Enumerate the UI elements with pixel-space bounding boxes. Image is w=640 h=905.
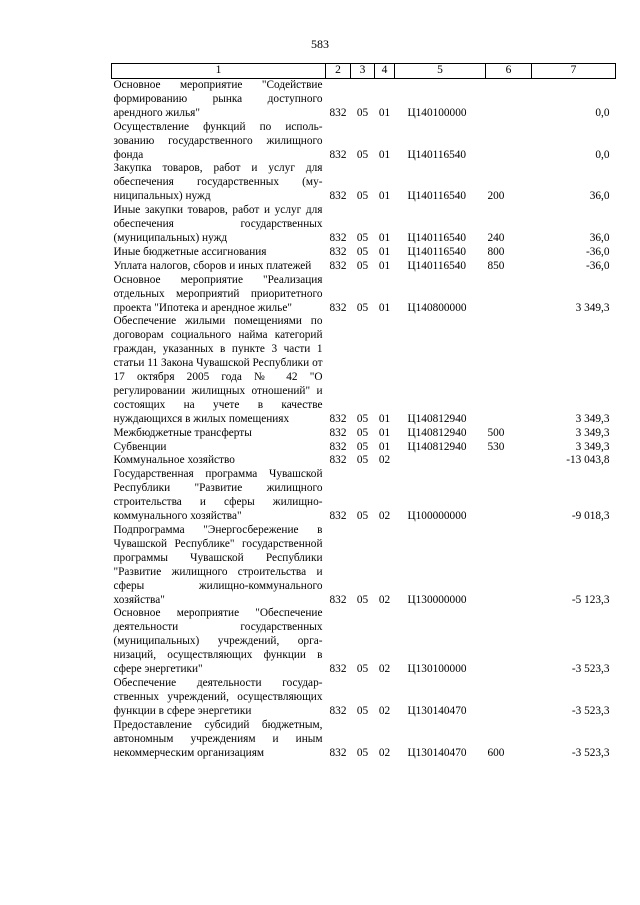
row-amount-cell: -13 043,8 [566, 454, 610, 467]
row-expense-type-cell [486, 454, 532, 468]
row-target-article-cell: Ц140116540 [407, 245, 467, 258]
table-row [112, 260, 616, 274]
row-expense-type-cell [486, 468, 532, 524]
table-row [112, 162, 616, 204]
row-razdel-cell: 05 [356, 245, 369, 258]
row-razdel-cell: 05 [356, 106, 369, 119]
table-row [112, 524, 616, 607]
row-grbs-cell: 832 [329, 412, 347, 425]
table-row [112, 274, 616, 316]
row-amount-cell: 36,0 [589, 231, 610, 244]
row-name-cell: Иные бюджетные ассигнования [113, 245, 267, 258]
row-name-cell: Государственная программа Чувашской Республики "Развитие жилищного строительства и сферы жилищно-коммунального хозяйства" [113, 468, 323, 523]
row-target-article-cell: Ц130100000 [407, 663, 467, 676]
row-amount-cell: -5 123,3 [571, 593, 610, 606]
row-podrazdel-cell: 01 [378, 190, 391, 203]
page-number: 583 [311, 37, 329, 51]
table-row [112, 677, 616, 719]
column-header: 3 [351, 64, 375, 79]
row-expense-type-cell: 800 [487, 245, 505, 258]
table-row [112, 719, 616, 761]
row-podrazdel-cell: 01 [378, 440, 391, 453]
row-expense-type-cell: 600 [487, 746, 505, 759]
row-razdel-cell: 05 [356, 593, 369, 606]
table-row [112, 246, 616, 260]
row-grbs-cell: 832 [329, 704, 347, 717]
row-expense-type-cell [486, 79, 532, 121]
row-name-cell: Обеспечение жилыми помещениями по договорам социального найма категорий граждан, указанных в пункте 3 части 1 статьи 11 Закона Чувашской Республики от 17 октября 2005 года № 42 "О регулировании жилищных отношений" и состоящих на учете в качестве нуждающихся в жилых помещениях [113, 315, 323, 425]
row-podrazdel-cell: 01 [378, 259, 391, 272]
row-name-cell: Предоставление субсидий бюджетным, автономным учреждениям и иным некоммерческим организациям [113, 718, 323, 759]
row-podrazdel-cell: 01 [378, 106, 391, 119]
row-target-article-cell: Ц140100000 [407, 106, 467, 119]
row-target-article-cell: Ц140116540 [407, 259, 467, 272]
row-razdel-cell: 05 [356, 440, 369, 453]
row-target-article-cell: Ц130140470 [407, 746, 467, 759]
row-name-cell: Коммунальное хозяйство [113, 454, 235, 467]
column-header: 2 [326, 64, 351, 79]
row-podrazdel-cell: 01 [378, 412, 391, 425]
row-name-cell: Закупка товаров, работ и услуг для обеспечения государственных (муниципальных) нужд [113, 162, 323, 203]
row-razdel-cell: 05 [356, 426, 369, 439]
row-amount-cell: 3 349,3 [575, 412, 610, 425]
table-row [112, 204, 616, 246]
row-grbs-cell: 832 [329, 190, 347, 203]
row-expense-type-cell [486, 524, 532, 607]
row-podrazdel-cell: 02 [378, 704, 391, 717]
row-podrazdel-cell: 01 [378, 426, 391, 439]
row-target-article-cell [395, 454, 486, 468]
row-grbs-cell: 832 [329, 106, 347, 119]
row-razdel-cell: 05 [356, 746, 369, 759]
row-expense-type-cell [486, 121, 532, 163]
table-row [112, 315, 616, 426]
row-podrazdel-cell: 01 [378, 148, 391, 161]
table-row [112, 121, 616, 163]
row-expense-type-cell: 200 [487, 190, 505, 203]
row-target-article-cell: Ц140812940 [407, 412, 467, 425]
row-grbs-cell: 832 [329, 663, 347, 676]
row-amount-cell: 3 349,3 [575, 426, 610, 439]
column-header: 4 [375, 64, 395, 79]
row-name-cell: Подпрограмма "Энергосбережение в Чувашской Республике" государственной программы Чувашской Республики "Развитие жилищного строительства и сферы жилищно-коммунального хозяйства" [113, 524, 323, 606]
row-name-cell: Основное мероприятие "Содействие формированию рынка доступного арендного жилья" [113, 79, 323, 119]
row-podrazdel-cell: 02 [378, 663, 391, 676]
row-expense-type-cell [486, 315, 532, 426]
row-target-article-cell: Ц130000000 [407, 593, 467, 606]
row-grbs-cell: 832 [329, 245, 347, 258]
row-name-cell: Осуществление функций по использованию государственного жилищного фонда [113, 120, 323, 161]
row-target-article-cell: Ц140116540 [407, 148, 467, 161]
table-row [112, 454, 616, 468]
row-grbs-cell: 832 [329, 454, 347, 467]
row-target-article-cell: Ц140116540 [407, 231, 467, 244]
row-amount-cell: 0,0 [595, 106, 610, 119]
row-grbs-cell: 832 [329, 426, 347, 439]
table-header [112, 64, 616, 79]
row-podrazdel-cell: 02 [378, 593, 391, 606]
row-grbs-cell: 832 [329, 259, 347, 272]
row-target-article-cell: Ц140812940 [407, 440, 467, 453]
row-amount-cell: -3 523,3 [571, 663, 610, 676]
row-razdel-cell: 05 [356, 663, 369, 676]
row-razdel-cell: 05 [356, 231, 369, 244]
row-podrazdel-cell: 02 [378, 746, 391, 759]
row-razdel-cell: 05 [356, 148, 369, 161]
row-amount-cell: 36,0 [589, 190, 610, 203]
row-name-cell: Субвенции [113, 440, 167, 453]
row-razdel-cell: 05 [356, 412, 369, 425]
column-header: 5 [395, 64, 486, 79]
row-target-article-cell: Ц100000000 [407, 510, 467, 523]
column-header: 7 [532, 64, 616, 79]
row-name-cell: Основное мероприятие "Обеспечение деятельности государственных (муниципальных) учреждений, организаций, осуществляющих функции в сфере энергетики" [113, 607, 323, 676]
table-row [112, 607, 616, 677]
row-podrazdel-cell: 01 [378, 231, 391, 244]
column-header: 6 [486, 64, 532, 79]
table-body [112, 79, 616, 761]
row-amount-cell: -9 018,3 [571, 510, 610, 523]
row-amount-cell: -3 523,3 [571, 746, 610, 759]
row-grbs-cell: 832 [329, 593, 347, 606]
row-name-cell: Обеспечение деятельности государственных учреждений, осуществляющих функции в сфере энергетики [113, 676, 323, 717]
row-razdel-cell: 05 [356, 259, 369, 272]
row-target-article-cell: Ц130140470 [407, 704, 467, 717]
row-amount-cell: 3 349,3 [575, 301, 610, 314]
row-amount-cell: -36,0 [585, 245, 610, 258]
row-expense-type-cell: 850 [487, 259, 505, 272]
row-razdel-cell: 05 [356, 301, 369, 314]
column-number-row [112, 64, 616, 79]
row-podrazdel-cell: 02 [378, 510, 391, 523]
row-expense-type-cell: 240 [487, 231, 505, 244]
row-target-article-cell: Ц140812940 [407, 426, 467, 439]
row-razdel-cell: 05 [356, 704, 369, 717]
row-podrazdel-cell: 01 [378, 301, 391, 314]
row-expense-type-cell [486, 274, 532, 316]
row-expense-type-cell [486, 677, 532, 719]
row-name-cell: Иные закупки товаров, работ и услуг для обеспечения государственных (муниципальных) нужд [113, 204, 323, 244]
table-row [112, 468, 616, 524]
row-name-cell: Уплата налогов, сборов и иных платежей [113, 259, 312, 272]
row-grbs-cell: 832 [329, 440, 347, 453]
row-name-cell: Межбюджетные трансферты [113, 426, 252, 439]
row-expense-type-cell: 500 [487, 426, 505, 439]
row-grbs-cell: 832 [329, 746, 347, 759]
row-grbs-cell: 832 [329, 301, 347, 314]
row-podrazdel-cell: 01 [378, 245, 391, 258]
row-name-cell: Основное мероприятие "Реализация отдельных мероприятий приоритетного проекта "Ипотека и арендное жилье" [113, 273, 323, 314]
budget-table [111, 63, 616, 760]
row-razdel-cell: 05 [356, 190, 369, 203]
row-grbs-cell: 832 [329, 148, 347, 161]
row-target-article-cell: Ц140800000 [407, 301, 467, 314]
row-amount-cell: 0,0 [595, 148, 610, 161]
column-header: 1 [112, 64, 326, 79]
table-row [112, 441, 616, 455]
row-expense-type-cell: 530 [487, 440, 505, 453]
row-expense-type-cell [486, 607, 532, 677]
row-podrazdel-cell: 02 [378, 454, 391, 467]
table-row [112, 427, 616, 441]
row-amount-cell: 3 349,3 [575, 440, 610, 453]
table-row [112, 79, 616, 121]
row-amount-cell: -36,0 [585, 259, 610, 272]
row-grbs-cell: 832 [329, 510, 347, 523]
row-amount-cell: -3 523,3 [571, 704, 610, 717]
row-razdel-cell: 05 [356, 510, 369, 523]
row-razdel-cell: 05 [356, 454, 369, 467]
row-target-article-cell: Ц140116540 [407, 190, 467, 203]
row-grbs-cell: 832 [329, 231, 347, 244]
